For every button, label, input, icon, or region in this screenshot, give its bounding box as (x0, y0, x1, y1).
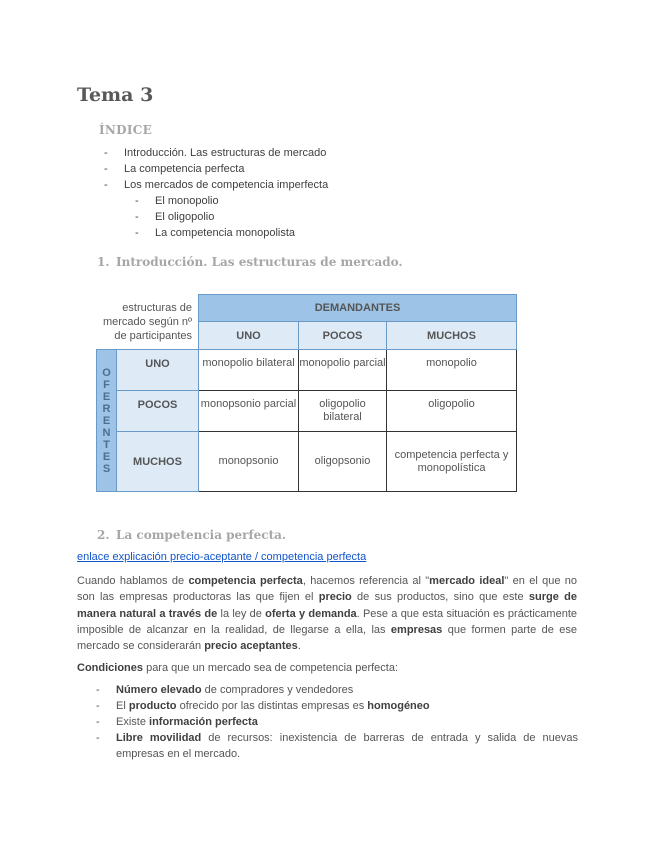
toc-item: - La competencia perfecta (104, 163, 245, 175)
condition-item: - Número elevado de compradores y vendedores (96, 684, 354, 696)
market-structure-table (96, 294, 517, 492)
toc-item: - Introducción. Las estructuras de mercado (104, 147, 327, 159)
row-header: POCOS (117, 391, 199, 432)
toc-subitem: - La competencia monopolista (135, 227, 296, 239)
table-cell: monopsonio (199, 432, 299, 492)
toc-item: - Los mercados de competencia imperfecta (104, 179, 329, 191)
table-cell: oligopolio (387, 391, 517, 432)
section-1-heading: 1. Introducción. Las estructuras de mercado. (97, 255, 403, 269)
toc-subitem: - El monopolio (135, 195, 219, 207)
row-header: MUCHOS (117, 432, 199, 492)
col-header: MUCHOS (387, 322, 517, 350)
toc-subitem: - El oligopolio (135, 211, 215, 223)
table-cell: monopolio (387, 350, 517, 391)
explanation-link[interactable]: enlace explicación precio-aceptante / competencia perfecta (77, 551, 367, 563)
table-cell: monopolio parcial (299, 350, 387, 391)
row-header: UNO (117, 350, 199, 391)
intro-paragraph: Cuando hablamos de competencia perfecta, hacemos referencia al "mercado ideal" en el que no son las empresas productoras las que fijen el precio de sus productos, sino que este surge de manera natural a través de la ley de oferta y demanda. Pese a que esta situación es prácticamente imposible de alcanzar en la realidad, de llegarse a ella, las empresas que formen parte de ese mercado se considerarán precio aceptantes. (77, 575, 578, 653)
table-corner-label: estructuras de mercado según nº de participantes (102, 301, 192, 342)
table-cell: monopsonio parcial (199, 391, 299, 432)
condition-item: - Existe información perfecta (96, 716, 258, 728)
index-heading: ÍNDICE (99, 123, 153, 137)
condition-item: - Libre movilidad de recursos: inexistencia de barreras de entrada y salida de nuevas empresas en el mercado. (96, 732, 578, 761)
oferentes-header: O F E R E N T E S (97, 350, 117, 492)
col-header: UNO (199, 322, 299, 350)
table-cell: oligopolio bilateral (299, 391, 387, 432)
page-title: Tema 3 (77, 84, 154, 106)
col-header: POCOS (299, 322, 387, 350)
table-cell: oligopsonio (299, 432, 387, 492)
table-cell: monopolio bilateral (199, 350, 299, 391)
table-cell: competencia perfecta y monopolística (387, 432, 517, 492)
condition-item: - El producto ofrecido por las distintas empresas es homogéneo (96, 700, 430, 712)
conditions-intro: Condiciones para que un mercado sea de competencia perfecta: (77, 662, 399, 674)
section-2-heading: 2. La competencia perfecta. (97, 528, 287, 542)
demandantes-header: DEMANDANTES (199, 295, 517, 322)
